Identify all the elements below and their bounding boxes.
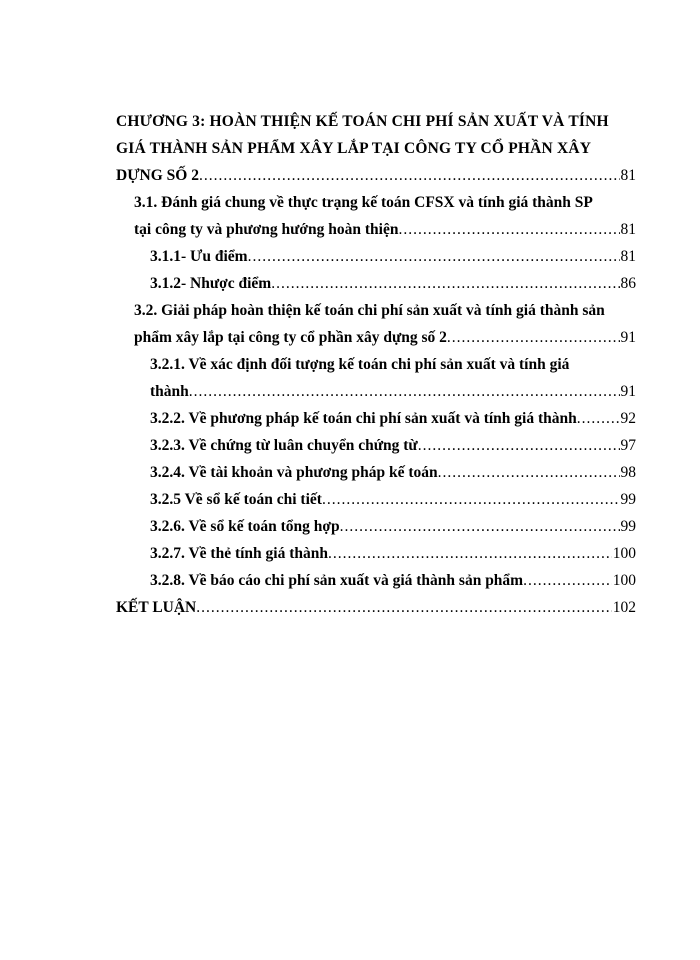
toc-leader-line: [150, 405, 636, 432]
toc-entry-3-1[interactable]: [116, 189, 636, 243]
dot-leader: [271, 270, 619, 297]
dot-leader: [189, 378, 620, 405]
toc-leader-line: [150, 567, 636, 594]
toc-entry-3-2-8[interactable]: [116, 567, 636, 594]
toc-entry-title: 3.2.6. Về sổ kế toán tổng hợp: [150, 518, 340, 535]
dot-leader: [340, 513, 620, 540]
dot-leader: [447, 324, 620, 351]
toc-entry-title: KẾT LUẬN: [116, 599, 197, 616]
toc-page-number: 81: [620, 221, 636, 238]
toc-leader-line: [150, 540, 636, 567]
toc-page-number: 98: [620, 464, 636, 481]
toc-page-number: 99: [620, 491, 636, 508]
toc-leader-line: [134, 324, 636, 351]
toc-leader-line: [134, 216, 636, 243]
toc-entry-chapter-3[interactable]: [116, 108, 636, 189]
toc-entry-title: 3.1.1- Ưu điểm: [150, 248, 248, 265]
toc-entry-3-2-3[interactable]: [116, 432, 636, 459]
toc-entry-text-line: 3.1. Đánh giá chung về thực trạng kế toán CFSX và tính giá thành SP: [134, 194, 593, 211]
toc-leader-line: [150, 486, 636, 513]
toc-entry-3-2[interactable]: [116, 297, 636, 351]
toc-leader-line: [150, 513, 636, 540]
toc-entry-text-line: CHƯƠNG 3: HOÀN THIỆN KẾ TOÁN CHI PHÍ SẢN XUẤT VÀ TÍNH: [116, 113, 609, 130]
toc-leader-line: [116, 162, 636, 189]
dot-leader: [328, 540, 612, 567]
toc-page-number: 81: [620, 248, 636, 265]
toc-entry-title: phẩm xây lắp tại công ty cổ phần xây dựng số 2: [134, 329, 447, 346]
dot-leader: [248, 243, 620, 270]
toc-entry-conclusion[interactable]: [116, 594, 636, 621]
toc-entry-3-2-5[interactable]: [116, 486, 636, 513]
toc-entry-text-line: 3.2. Giải pháp hoàn thiện kế toán chi phí sản xuất và tính giá thành sản: [134, 302, 605, 319]
toc-entry-3-2-2[interactable]: [116, 405, 636, 432]
toc-page-number: 99: [620, 518, 636, 535]
toc-leader-line: [150, 432, 636, 459]
dot-leader: [438, 459, 620, 486]
toc-entry-title: tại công ty và phương hướng hoàn thiện: [134, 221, 399, 238]
toc-page-number: 81: [620, 167, 636, 184]
toc-entry-title: 3.2.2. Về phương pháp kế toán chi phí sản xuất và tính giá thành: [150, 410, 577, 427]
toc-entry-3-2-1[interactable]: [116, 351, 636, 405]
dot-leader: [199, 162, 620, 189]
toc-leader-line: [116, 594, 636, 621]
toc-entry-3-1-2[interactable]: [116, 270, 636, 297]
toc-entry-title: 3.1.2- Nhược điểm: [150, 275, 272, 292]
toc-entry-title: 3.2.3. Về chứng từ luân chuyển chứng từ: [150, 437, 418, 454]
dot-leader: [418, 432, 620, 459]
dot-leader: [322, 486, 620, 513]
toc-page-number: 91: [620, 383, 636, 400]
toc-leader-line: [150, 459, 636, 486]
toc-leader-line: [150, 270, 636, 297]
toc-page-number: 102: [612, 599, 636, 616]
toc-entry-title: 3.2.8. Về báo cáo chi phí sản xuất và giá thành sản phẩm: [150, 572, 524, 589]
toc-page-number: 86: [620, 275, 636, 292]
toc-entry-title: 3.2.4. Về tài khoản và phương pháp kế toán: [150, 464, 438, 481]
table-of-contents: [116, 108, 636, 621]
toc-leader-line: [150, 378, 636, 405]
toc-entry-3-2-6[interactable]: [116, 513, 636, 540]
dot-leader: [196, 594, 612, 621]
toc-page-number: 100: [612, 545, 636, 562]
toc-entry-text-line: GIÁ THÀNH SẢN PHẨM XÂY LẮP TẠI CÔNG TY CỔ PHẦN XÂY: [116, 140, 592, 157]
toc-entry-title: thành: [150, 383, 189, 400]
dot-leader: [398, 216, 619, 243]
toc-entry-title: 3.2.7. Về thẻ tính giá thành: [150, 545, 328, 562]
toc-entry-title: DỰNG SỐ 2: [116, 167, 199, 184]
toc-page-number: 100: [612, 572, 636, 589]
toc-entry-3-2-4[interactable]: [116, 459, 636, 486]
toc-leader-line: [150, 243, 636, 270]
toc-page-number: 97: [620, 437, 636, 454]
toc-entry-text-line: 3.2.1. Về xác định đối tượng kế toán chi phí sản xuất và tính giá: [150, 356, 570, 373]
dot-leader: [577, 405, 620, 432]
toc-entry-3-2-7[interactable]: [116, 540, 636, 567]
dot-leader: [523, 567, 612, 594]
toc-entry-3-1-1[interactable]: [116, 243, 636, 270]
toc-page-number: 92: [620, 410, 636, 427]
toc-page-number: 91: [620, 329, 636, 346]
toc-entry-title: 3.2.5 Về sổ kế toán chi tiết: [150, 491, 322, 508]
